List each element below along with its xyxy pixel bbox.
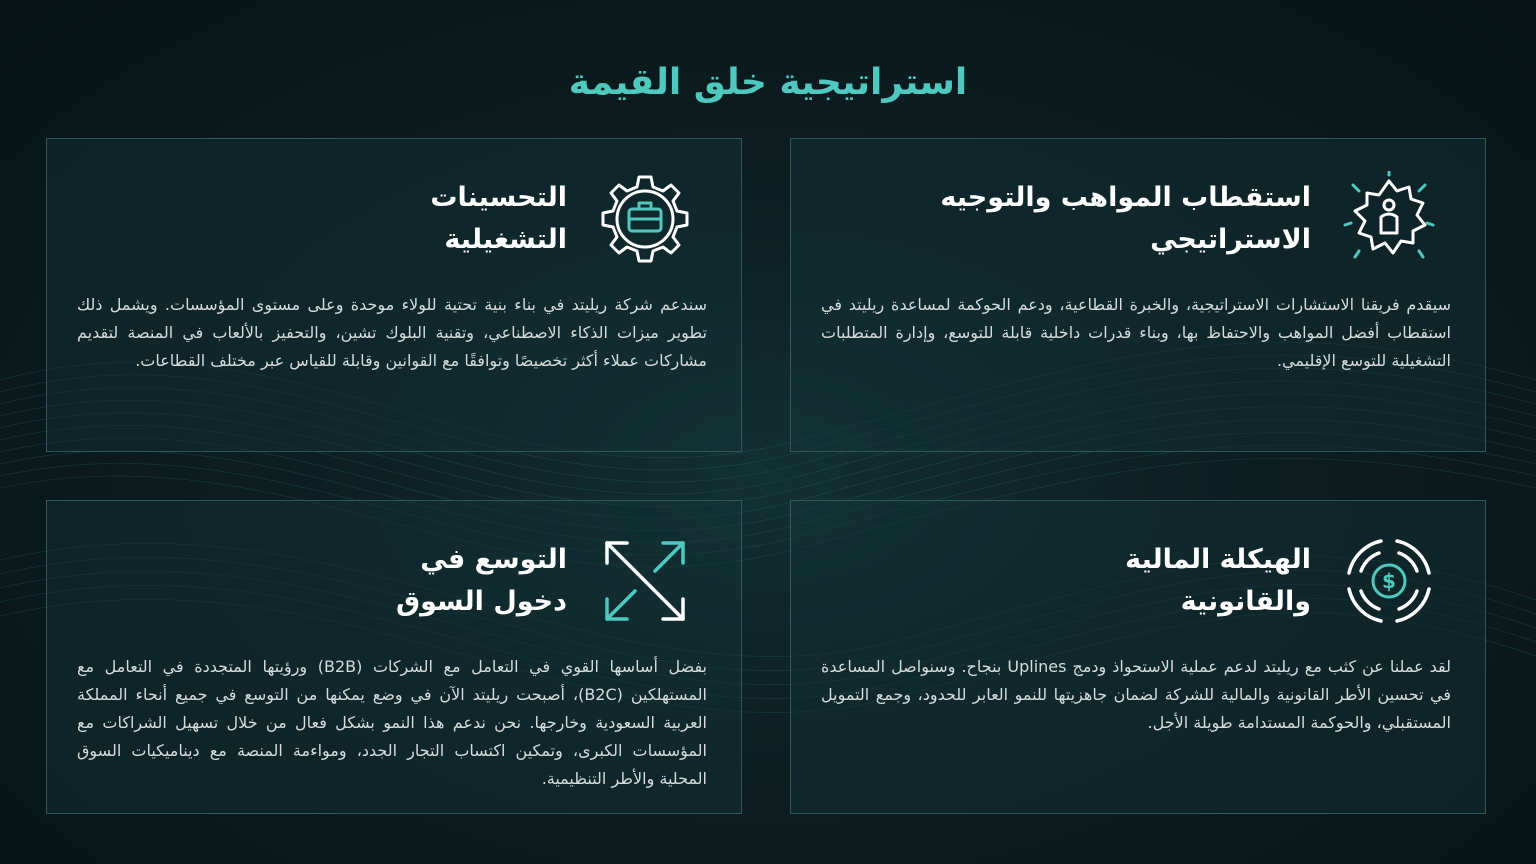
card-heading xyxy=(891,177,1311,261)
card-body: لقد عملنا عن كثب مع ريليتد لدعم عملية الاستحواذ ودمج Uplines بنجاح. وسنواصل المساعدة في تحسين الأطر القانونية والمالية للشركة لضمان جاهزيتها للنمو العابر للحدود، وجمع التمويل المستقبلي، والحوكمة المستدامة طويلة الأجل. xyxy=(821,657,1452,732)
card-heading-line1: التحسينات xyxy=(430,182,567,213)
card-heading-line2: والقانونية xyxy=(1180,586,1311,617)
gear-briefcase-icon xyxy=(597,171,693,267)
expand-arrows-icon xyxy=(597,533,693,629)
card-heading-line1: استقطاب المواهب والتوجيه xyxy=(940,182,1311,213)
card-heading-line2: التشغيلية xyxy=(444,224,567,255)
card-financial-legal-structuring xyxy=(790,500,1486,814)
card-body: سندعم شركة ريليتد في بناء بنية تحتية للولاء موحدة وعلى مستوى المؤسسات. ويشمل ذلك تطوير ميزات الذكاء الاصطناعي، وتقنية البلوك تشين، والتحفيز بالألعاب في المنصة لتقديم مشاركات عملاء أكثر تخصيصًا وتوافقًا مع القوانين وقابلة للقياس عبر مختلف القطاعات. xyxy=(77,295,707,370)
card-heading-line1: التوسع في xyxy=(420,544,567,575)
card-heading xyxy=(147,539,567,623)
card-heading-line2: دخول السوق xyxy=(395,586,567,617)
card-body: سيقدم فريقنا الاستشارات الاستراتيجية، والخبرة القطاعية، ودعم الحوكمة لمساعدة ريليتد في استقطاب أفضل المواهب والاحتفاظ بها، وبناء قدرات داخلية قابلة للتوسع، وإدارة المتطلبات التشغيلية للتوسع الإقليمي. xyxy=(821,295,1451,370)
card-body: بفضل أساسها القوي في التعامل مع الشركات (B2B) ورؤيتها المتجددة في التعامل مع المستهلكين (B2C)، أصبحت ريليتد الآن في وضع يمكنها من التوسع في جميع أنحاء المملكة العربية السعودية وخارجها. نحن ندعم هذا النمو بشكل فعال من خلال تسهيل الشراكات مع المؤسسات الكبرى، وتمكين اكتساب التجار الجدد، ومواءمة المنصة مع ديناميكيات السوق المحلية والأطر التنظيمية. xyxy=(77,657,708,788)
card-heading-line2: الاستراتيجي xyxy=(1150,224,1311,255)
card-heading-line1: الهيكلة المالية xyxy=(1125,544,1311,575)
card-heading xyxy=(147,177,567,261)
card-talent-acquisition xyxy=(790,138,1486,452)
page-title: استراتيجية خلق القيمة xyxy=(568,62,968,103)
dollar-target-icon xyxy=(1341,533,1437,629)
card-heading xyxy=(891,539,1311,623)
person-badge-icon xyxy=(1341,171,1437,267)
card-operational-improvements xyxy=(46,138,742,452)
svg-text:$: $ xyxy=(1382,569,1396,593)
card-market-expansion xyxy=(46,500,742,814)
